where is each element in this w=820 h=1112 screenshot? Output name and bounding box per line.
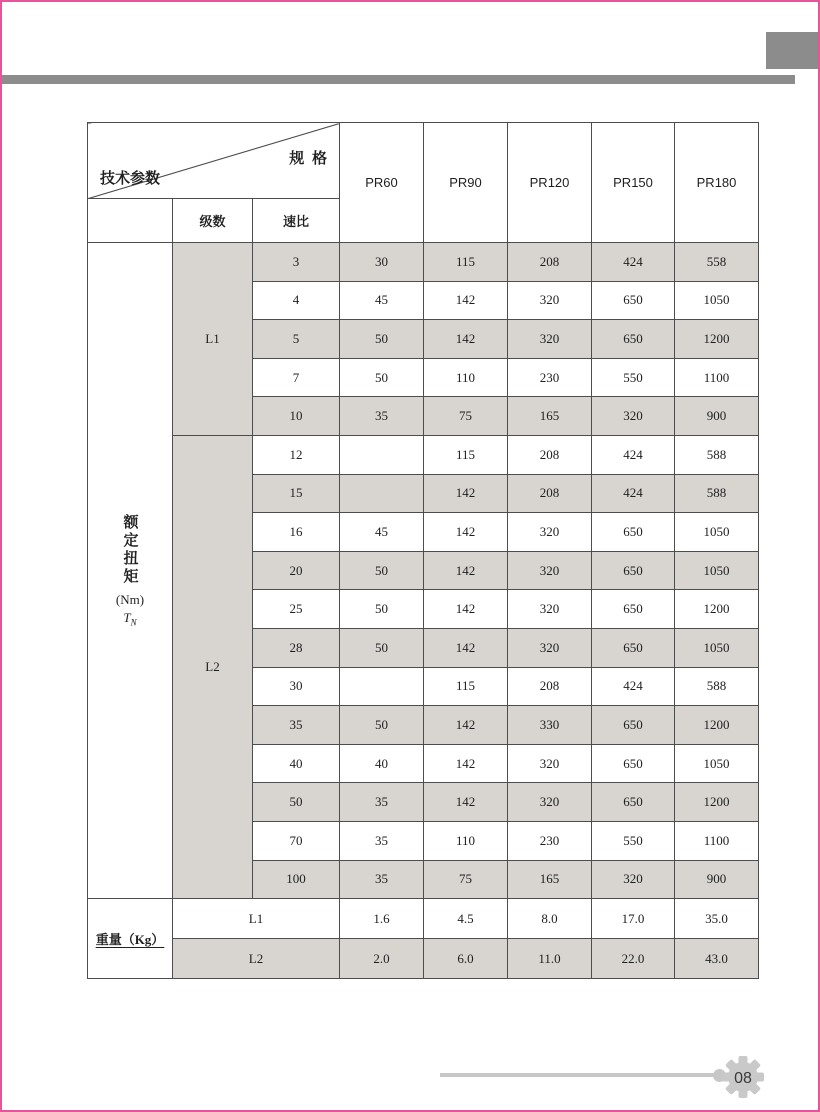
weight-label: 重量（Kg）: [95, 932, 165, 948]
value-cell: 424: [592, 435, 675, 474]
ratio-cell: 40: [253, 744, 340, 783]
model-header-pr150: PR150: [592, 123, 675, 243]
value-cell: 650: [592, 706, 675, 745]
weight-value-cell: 11.0: [508, 939, 592, 979]
torque-symbol: $T_N$: [123, 609, 137, 628]
value-cell: 142: [424, 474, 508, 513]
value-cell: 35: [340, 821, 424, 860]
weight-value-cell: 8.0: [508, 899, 592, 939]
value-cell: 550: [592, 821, 675, 860]
weight-value-cell: 2.0: [340, 939, 424, 979]
ratio-cell: 12: [253, 435, 340, 474]
torque-unit: (Nm): [115, 591, 145, 607]
value-cell: 320: [508, 551, 592, 590]
value-cell: 330: [508, 706, 592, 745]
value-cell: 50: [340, 320, 424, 359]
ratio-cell: 100: [253, 860, 340, 899]
model-header-pr60: PR60: [340, 123, 424, 243]
model-header-pr180: PR180: [675, 123, 759, 243]
model-header-pr120: PR120: [508, 123, 592, 243]
value-cell: 75: [424, 397, 508, 436]
value-cell: 588: [675, 435, 759, 474]
value-cell: 320: [508, 783, 592, 822]
value-cell: 1050: [675, 513, 759, 552]
torque-label: 额定扭矩: [121, 513, 138, 586]
ratio-cell: 70: [253, 821, 340, 860]
value-cell: 142: [424, 281, 508, 320]
corner-diagonal-cell: [88, 123, 340, 199]
value-cell: 115: [424, 435, 508, 474]
value-cell: 320: [508, 513, 592, 552]
ratio-cell: 35: [253, 706, 340, 745]
spec-table: [87, 122, 759, 979]
ratio-cell: 3: [253, 243, 340, 282]
value-cell: 320: [592, 860, 675, 899]
ratio-cell: 16: [253, 513, 340, 552]
value-cell: 320: [508, 320, 592, 359]
value-cell: 40: [340, 744, 424, 783]
value-cell: 1050: [675, 281, 759, 320]
ratio-cell: 20: [253, 551, 340, 590]
ratio-cell: 50: [253, 783, 340, 822]
weight-value-cell: 43.0: [675, 939, 759, 979]
ratio-cell: 15: [253, 474, 340, 513]
value-cell: 35: [340, 397, 424, 436]
spec-header-label: 规 格: [289, 151, 330, 167]
torque-label-cell: [88, 243, 173, 899]
stage-header: 级数: [173, 199, 253, 243]
page-number: 08: [734, 1070, 752, 1087]
gear-icon: [721, 1055, 765, 1099]
page-number-badge: [721, 1055, 765, 1099]
value-cell: 110: [424, 821, 508, 860]
value-cell: 1200: [675, 320, 759, 359]
value-cell: 50: [340, 628, 424, 667]
value-cell: 650: [592, 628, 675, 667]
header-rule-bar: [2, 75, 795, 84]
value-cell: [340, 667, 424, 706]
weight-value-cell: 4.5: [424, 899, 508, 939]
value-cell: 424: [592, 667, 675, 706]
value-cell: 45: [340, 281, 424, 320]
value-cell: 650: [592, 551, 675, 590]
value-cell: 208: [508, 667, 592, 706]
value-cell: 30: [340, 243, 424, 282]
value-cell: 1050: [675, 628, 759, 667]
value-cell: 230: [508, 821, 592, 860]
value-cell: 900: [675, 397, 759, 436]
value-cell: 165: [508, 397, 592, 436]
value-cell: 650: [592, 320, 675, 359]
stage-span-cell-l1: L1: [173, 243, 253, 436]
weight-value-cell: 17.0: [592, 899, 675, 939]
value-cell: 558: [675, 243, 759, 282]
ratio-header: 速比: [253, 199, 340, 243]
weight-label-cell: [88, 899, 173, 979]
value-cell: 142: [424, 551, 508, 590]
weight-stage-cell: L2: [173, 939, 340, 979]
weight-stage-cell: L1: [173, 899, 340, 939]
ratio-cell: 4: [253, 281, 340, 320]
tech-params-label: 技术参数: [100, 171, 161, 187]
value-cell: 115: [424, 667, 508, 706]
value-cell: 1100: [675, 358, 759, 397]
ratio-cell: 5: [253, 320, 340, 359]
value-cell: 900: [675, 860, 759, 899]
value-cell: 142: [424, 783, 508, 822]
value-cell: 110: [424, 358, 508, 397]
value-cell: 588: [675, 474, 759, 513]
value-cell: 208: [508, 435, 592, 474]
weight-value-cell: 35.0: [675, 899, 759, 939]
ratio-cell: 28: [253, 628, 340, 667]
value-cell: 50: [340, 590, 424, 629]
footer-rule: [440, 1073, 718, 1077]
value-cell: 142: [424, 706, 508, 745]
value-cell: 650: [592, 513, 675, 552]
value-cell: 50: [340, 706, 424, 745]
value-cell: [340, 474, 424, 513]
weight-value-cell: 6.0: [424, 939, 508, 979]
value-cell: 424: [592, 243, 675, 282]
value-cell: 208: [508, 243, 592, 282]
value-cell: 230: [508, 358, 592, 397]
value-cell: 50: [340, 358, 424, 397]
value-cell: 35: [340, 860, 424, 899]
value-cell: 142: [424, 628, 508, 667]
value-cell: 650: [592, 783, 675, 822]
value-cell: 142: [424, 320, 508, 359]
header-corner-block: [766, 32, 819, 69]
value-cell: 650: [592, 281, 675, 320]
value-cell: 550: [592, 358, 675, 397]
value-cell: [340, 435, 424, 474]
value-cell: 165: [508, 860, 592, 899]
empty-header-cell: [88, 199, 173, 243]
value-cell: 1200: [675, 706, 759, 745]
ratio-cell: 25: [253, 590, 340, 629]
value-cell: 588: [675, 667, 759, 706]
ratio-cell: 7: [253, 358, 340, 397]
value-cell: 320: [508, 744, 592, 783]
value-cell: 35: [340, 783, 424, 822]
weight-value-cell: 1.6: [340, 899, 424, 939]
stage-span-cell-l2: L2: [173, 435, 253, 898]
value-cell: 75: [424, 860, 508, 899]
value-cell: 50: [340, 551, 424, 590]
value-cell: 1200: [675, 783, 759, 822]
value-cell: 320: [592, 397, 675, 436]
value-cell: 1050: [675, 744, 759, 783]
model-header-pr90: PR90: [424, 123, 508, 243]
value-cell: 142: [424, 744, 508, 783]
value-cell: 650: [592, 744, 675, 783]
value-cell: 320: [508, 590, 592, 629]
weight-value-cell: 22.0: [592, 939, 675, 979]
value-cell: 320: [508, 281, 592, 320]
value-cell: 142: [424, 590, 508, 629]
value-cell: 424: [592, 474, 675, 513]
value-cell: 142: [424, 513, 508, 552]
value-cell: 650: [592, 590, 675, 629]
value-cell: 1200: [675, 590, 759, 629]
value-cell: 1050: [675, 551, 759, 590]
ratio-cell: 30: [253, 667, 340, 706]
value-cell: 320: [508, 628, 592, 667]
value-cell: 1100: [675, 821, 759, 860]
value-cell: 208: [508, 474, 592, 513]
value-cell: 45: [340, 513, 424, 552]
value-cell: 115: [424, 243, 508, 282]
ratio-cell: 10: [253, 397, 340, 436]
